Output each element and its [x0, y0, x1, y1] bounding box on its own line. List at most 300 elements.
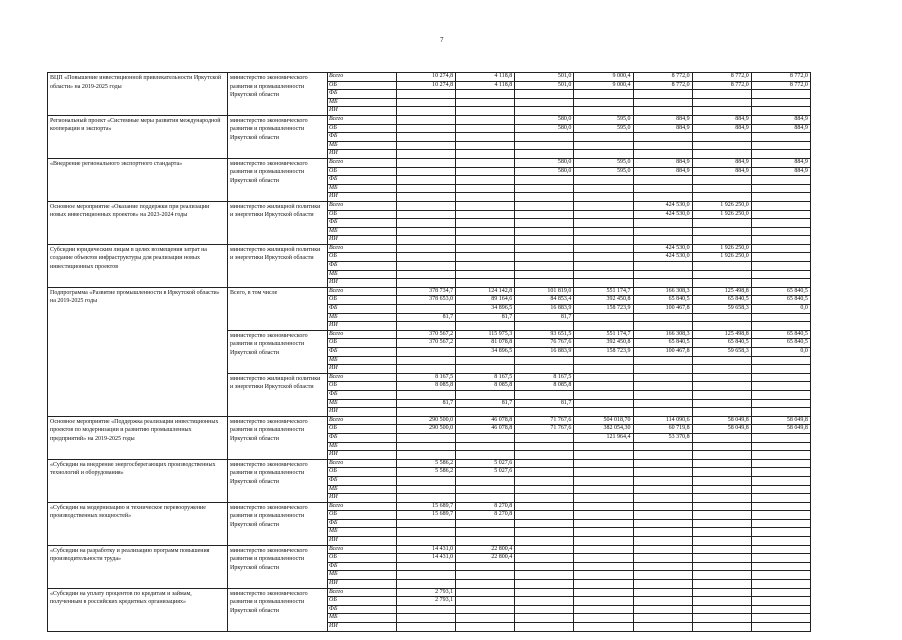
value-cell: 595,0 — [574, 167, 633, 176]
value-cell — [397, 451, 456, 460]
value-cell — [456, 519, 515, 528]
funding-source-cell: ФБ — [328, 90, 397, 99]
funding-source-cell: Всего — [328, 158, 397, 167]
value-cell — [574, 107, 633, 116]
value-cell — [574, 210, 633, 219]
value-cell: 2 793,1 — [397, 588, 456, 597]
funding-source-cell: ИИ — [328, 193, 397, 202]
value-cell — [397, 210, 456, 219]
value-cell: 290 500,0 — [397, 425, 456, 434]
value-cell — [751, 253, 810, 262]
value-cell — [456, 124, 515, 133]
funding-source-cell: ФБ — [328, 176, 397, 185]
value-cell — [574, 502, 633, 511]
value-cell — [751, 133, 810, 142]
value-cell — [751, 90, 810, 99]
value-cell — [397, 571, 456, 580]
value-cell — [515, 150, 574, 159]
value-cell: 8 085,8 — [397, 382, 456, 391]
funding-source-cell: МБ — [328, 227, 397, 236]
value-cell — [751, 270, 810, 279]
value-cell — [456, 244, 515, 253]
value-cell: 65 840,5 — [751, 296, 810, 305]
value-cell: 580,0 — [515, 115, 574, 124]
value-cell — [633, 442, 692, 451]
value-cell: 84 853,4 — [515, 296, 574, 305]
funding-source-cell: ФБ — [328, 305, 397, 314]
funding-source-cell: Всего — [328, 201, 397, 210]
program-name-cell: Региональный проект «Системные меры развития международной кооперации и экспорта» — [48, 115, 228, 158]
value-cell — [633, 382, 692, 391]
funding-source-cell: ИИ — [328, 107, 397, 116]
value-cell — [515, 133, 574, 142]
value-cell — [692, 580, 751, 589]
value-cell — [692, 605, 751, 614]
value-cell — [751, 244, 810, 253]
value-cell — [397, 201, 456, 210]
value-cell — [751, 494, 810, 503]
executor-cell: министерство жилищной политики и энергетики Иркутской области — [228, 201, 328, 244]
funding-source-cell: ОБ — [328, 382, 397, 391]
value-cell — [574, 219, 633, 228]
value-cell — [456, 133, 515, 142]
value-cell — [515, 356, 574, 365]
value-cell: 378 653,0 — [397, 296, 456, 305]
funding-source-cell: Всего — [328, 588, 397, 597]
value-cell: 2 793,1 — [397, 597, 456, 606]
value-cell: 580,0 — [515, 124, 574, 133]
value-cell: 34 896,5 — [456, 348, 515, 357]
value-cell: 81,7 — [456, 313, 515, 322]
value-cell — [397, 485, 456, 494]
funding-source-cell: Всего — [328, 73, 397, 82]
value-cell — [751, 227, 810, 236]
value-cell — [692, 219, 751, 228]
value-cell: 81,7 — [456, 399, 515, 408]
funding-source-cell: МБ — [328, 399, 397, 408]
executor-cell: министерство экономического развития и промышленности Иркутской области — [228, 459, 328, 502]
value-cell — [692, 528, 751, 537]
value-cell — [751, 356, 810, 365]
executor-cell: министерство экономического развития и промышленности Иркутской области — [228, 115, 328, 158]
value-cell — [574, 262, 633, 271]
value-cell: 424 530,0 — [633, 244, 692, 253]
value-cell — [515, 141, 574, 150]
table-row — [48, 201, 811, 210]
value-cell — [574, 537, 633, 546]
program-name-cell: Основное мероприятие «Оказание поддержки при реализации новых инвестиционных проектов» на 2023-2024 годы — [48, 201, 228, 244]
value-cell — [751, 468, 810, 477]
value-cell — [397, 279, 456, 288]
value-cell — [574, 390, 633, 399]
value-cell — [751, 442, 810, 451]
value-cell: 5 027,6 — [456, 468, 515, 477]
value-cell: 884,9 — [692, 115, 751, 124]
funding-source-cell: Всего — [328, 459, 397, 468]
value-cell — [397, 442, 456, 451]
value-cell — [633, 623, 692, 632]
value-cell — [692, 554, 751, 563]
value-cell — [397, 184, 456, 193]
value-cell — [574, 201, 633, 210]
value-cell: 884,9 — [751, 158, 810, 167]
value-cell — [515, 90, 574, 99]
value-cell — [515, 227, 574, 236]
value-cell — [692, 623, 751, 632]
value-cell: 595,0 — [574, 158, 633, 167]
value-cell — [515, 107, 574, 116]
funding-source-cell: МБ — [328, 614, 397, 623]
value-cell — [397, 348, 456, 357]
value-cell — [574, 545, 633, 554]
value-cell — [692, 519, 751, 528]
value-cell: 884,9 — [751, 167, 810, 176]
value-cell — [633, 597, 692, 606]
value-cell — [751, 373, 810, 382]
program-name-cell: Субсидии юридическим лицам в целях возмещения затрат на создание объектов инфраструктуры для реализации новых инвестиционных проектов — [48, 244, 228, 287]
value-cell — [692, 373, 751, 382]
executor-cell: Всего, в том числе — [228, 287, 328, 330]
funding-source-cell: ФБ — [328, 519, 397, 528]
value-cell: 884,9 — [633, 167, 692, 176]
value-cell: 1 926 250,0 — [692, 210, 751, 219]
value-cell — [751, 176, 810, 185]
value-cell — [456, 476, 515, 485]
value-cell — [633, 236, 692, 245]
value-cell — [751, 279, 810, 288]
value-cell: 121 964,4 — [574, 433, 633, 442]
value-cell — [633, 485, 692, 494]
value-cell: 46 078,8 — [456, 416, 515, 425]
funding-source-cell: ОБ — [328, 339, 397, 348]
value-cell: 378 734,7 — [397, 287, 456, 296]
value-cell — [456, 150, 515, 159]
value-cell — [456, 485, 515, 494]
value-cell — [397, 322, 456, 331]
value-cell: 59 658,3 — [692, 348, 751, 357]
value-cell — [397, 356, 456, 365]
value-cell — [751, 390, 810, 399]
value-cell — [751, 408, 810, 417]
value-cell: 8 772,0 — [751, 73, 810, 82]
value-cell — [456, 442, 515, 451]
funding-source-cell: МБ — [328, 141, 397, 150]
funding-source-cell: ИИ — [328, 580, 397, 589]
value-cell — [633, 614, 692, 623]
value-cell: 58 049,8 — [692, 425, 751, 434]
funding-source-cell: ФБ — [328, 433, 397, 442]
value-cell — [633, 90, 692, 99]
value-cell — [574, 605, 633, 614]
value-cell — [574, 373, 633, 382]
value-cell — [574, 476, 633, 485]
value-cell: 76 767,6 — [515, 339, 574, 348]
table-row — [48, 73, 811, 82]
value-cell — [751, 519, 810, 528]
value-cell — [515, 279, 574, 288]
value-cell — [751, 476, 810, 485]
value-cell — [397, 219, 456, 228]
value-cell — [751, 451, 810, 460]
value-cell: 15 689,7 — [397, 511, 456, 520]
value-cell: 595,0 — [574, 124, 633, 133]
value-cell — [692, 511, 751, 520]
value-cell — [515, 571, 574, 580]
value-cell — [397, 176, 456, 185]
value-cell — [515, 580, 574, 589]
value-cell — [751, 511, 810, 520]
value-cell — [456, 605, 515, 614]
value-cell — [574, 494, 633, 503]
value-cell — [633, 528, 692, 537]
funding-source-cell: ОБ — [328, 511, 397, 520]
funding-source-cell: ИИ — [328, 623, 397, 632]
value-cell — [751, 313, 810, 322]
funding-source-cell: МБ — [328, 184, 397, 193]
value-cell — [574, 176, 633, 185]
value-cell — [574, 511, 633, 520]
funding-source-cell: ОБ — [328, 210, 397, 219]
value-cell — [633, 468, 692, 477]
value-cell — [397, 537, 456, 546]
value-cell — [397, 115, 456, 124]
value-cell: 884,9 — [692, 158, 751, 167]
value-cell — [574, 562, 633, 571]
value-cell — [751, 98, 810, 107]
value-cell — [515, 253, 574, 262]
value-cell — [456, 614, 515, 623]
value-cell — [633, 408, 692, 417]
value-cell — [692, 382, 751, 391]
value-cell — [692, 545, 751, 554]
value-cell — [574, 90, 633, 99]
value-cell: 424 530,0 — [633, 253, 692, 262]
funding-source-cell: ФБ — [328, 562, 397, 571]
table-row — [48, 416, 811, 425]
value-cell: 58 049,8 — [751, 425, 810, 434]
value-cell — [515, 597, 574, 606]
value-cell — [574, 614, 633, 623]
value-cell — [751, 605, 810, 614]
value-cell — [633, 150, 692, 159]
value-cell — [751, 502, 810, 511]
value-cell: 884,9 — [692, 124, 751, 133]
value-cell — [456, 588, 515, 597]
value-cell — [456, 408, 515, 417]
value-cell — [515, 270, 574, 279]
value-cell: 101 819,0 — [515, 287, 574, 296]
value-cell: 166 308,3 — [633, 330, 692, 339]
value-cell — [397, 528, 456, 537]
value-cell — [397, 433, 456, 442]
value-cell: 504 018,70 — [574, 416, 633, 425]
value-cell — [692, 150, 751, 159]
value-cell: 8 270,8 — [456, 502, 515, 511]
value-cell: 5 586,2 — [397, 459, 456, 468]
value-cell: 65 840,5 — [751, 287, 810, 296]
value-cell — [633, 107, 692, 116]
value-cell — [574, 485, 633, 494]
value-cell: 370 567,2 — [397, 339, 456, 348]
value-cell — [574, 322, 633, 331]
value-cell — [692, 279, 751, 288]
budget-table — [47, 72, 811, 632]
value-cell — [397, 580, 456, 589]
value-cell — [751, 184, 810, 193]
value-cell — [456, 227, 515, 236]
value-cell — [633, 373, 692, 382]
value-cell: 65 840,5 — [751, 339, 810, 348]
value-cell — [515, 390, 574, 399]
value-cell: 115 975,3 — [456, 330, 515, 339]
value-cell — [751, 485, 810, 494]
value-cell — [751, 236, 810, 245]
value-cell — [397, 270, 456, 279]
value-cell: 158 723,9 — [574, 305, 633, 314]
value-cell — [397, 605, 456, 614]
value-cell — [751, 399, 810, 408]
funding-source-cell: ФБ — [328, 262, 397, 271]
value-cell — [574, 270, 633, 279]
value-cell: 9 000,4 — [574, 81, 633, 90]
program-name-cell: «Субсидии на уплату процентов по кредитам и займам, полученным в российских кредитных организациях» — [48, 588, 228, 631]
value-cell: 0,0 — [751, 305, 810, 314]
value-cell — [515, 494, 574, 503]
value-cell — [574, 98, 633, 107]
value-cell — [574, 313, 633, 322]
value-cell: 595,0 — [574, 115, 633, 124]
value-cell — [515, 451, 574, 460]
value-cell: 884,9 — [633, 124, 692, 133]
executor-cell: министерство экономического развития и промышленности Иркутской области — [228, 545, 328, 588]
value-cell — [397, 614, 456, 623]
funding-source-cell: МБ — [328, 356, 397, 365]
funding-source-cell: МБ — [328, 313, 397, 322]
value-cell — [574, 580, 633, 589]
value-cell — [397, 476, 456, 485]
value-cell — [515, 545, 574, 554]
funding-source-cell: ОБ — [328, 124, 397, 133]
value-cell — [751, 262, 810, 271]
value-cell — [692, 133, 751, 142]
value-cell: 71 767,6 — [515, 425, 574, 434]
value-cell: 8 772,0 — [751, 81, 810, 90]
value-cell — [456, 597, 515, 606]
value-cell: 34 896,5 — [456, 305, 515, 314]
program-name-cell: «Внедрение регионального экспортного стандарта» — [48, 158, 228, 201]
executor-cell: министерство жилищной политики и энергетики Иркутской области — [228, 373, 328, 416]
value-cell — [515, 322, 574, 331]
value-cell: 8 772,0 — [633, 81, 692, 90]
value-cell — [456, 98, 515, 107]
value-cell: 15 689,7 — [397, 502, 456, 511]
value-cell — [751, 623, 810, 632]
value-cell — [456, 184, 515, 193]
value-cell — [574, 459, 633, 468]
value-cell — [574, 519, 633, 528]
value-cell — [574, 253, 633, 262]
value-cell — [574, 588, 633, 597]
value-cell: 290 500,0 — [397, 416, 456, 425]
value-cell — [456, 201, 515, 210]
value-cell — [633, 133, 692, 142]
value-cell — [574, 399, 633, 408]
value-cell — [574, 356, 633, 365]
value-cell — [515, 219, 574, 228]
value-cell — [456, 210, 515, 219]
funding-source-cell: МБ — [328, 270, 397, 279]
value-cell — [456, 623, 515, 632]
value-cell — [515, 408, 574, 417]
value-cell: 65 840,5 — [633, 296, 692, 305]
funding-source-cell: ИИ — [328, 537, 397, 546]
value-cell — [692, 451, 751, 460]
value-cell — [692, 476, 751, 485]
executor-cell: министерство жилищной политики и энергетики Иркутской области — [228, 244, 328, 287]
value-cell — [751, 459, 810, 468]
table-row — [48, 502, 811, 511]
value-cell — [751, 107, 810, 116]
value-cell: 551 174,7 — [574, 287, 633, 296]
value-cell — [397, 253, 456, 262]
value-cell: 501,0 — [515, 73, 574, 82]
funding-source-cell: ИИ — [328, 494, 397, 503]
value-cell — [633, 399, 692, 408]
table-row — [48, 287, 811, 296]
value-cell: 1 926 250,0 — [692, 253, 751, 262]
funding-source-cell: ФБ — [328, 605, 397, 614]
value-cell — [574, 365, 633, 374]
program-name-cell: Подпрограмма «Развитие промышленности в Иркутской области» на 2019-2025 годы — [48, 287, 228, 416]
value-cell — [574, 442, 633, 451]
value-cell — [515, 528, 574, 537]
value-cell: 65 840,5 — [692, 339, 751, 348]
value-cell — [456, 90, 515, 99]
value-cell — [456, 236, 515, 245]
value-cell: 8 772,0 — [633, 73, 692, 82]
value-cell: 114 090,6 — [633, 416, 692, 425]
value-cell — [515, 562, 574, 571]
funding-source-cell: ОБ — [328, 296, 397, 305]
value-cell — [633, 141, 692, 150]
value-cell: 5 586,2 — [397, 468, 456, 477]
value-cell — [574, 623, 633, 632]
funding-source-cell: МБ — [328, 485, 397, 494]
value-cell — [574, 468, 633, 477]
value-cell: 884,9 — [751, 124, 810, 133]
value-cell — [692, 562, 751, 571]
page-number: 7 — [440, 36, 444, 44]
value-cell: 71 767,6 — [515, 416, 574, 425]
value-cell — [633, 511, 692, 520]
value-cell — [574, 236, 633, 245]
value-cell — [633, 279, 692, 288]
value-cell — [751, 193, 810, 202]
value-cell — [397, 623, 456, 632]
value-cell: 60 719,8 — [633, 425, 692, 434]
value-cell — [515, 468, 574, 477]
value-cell — [397, 305, 456, 314]
value-cell — [692, 459, 751, 468]
value-cell — [515, 485, 574, 494]
value-cell — [574, 571, 633, 580]
value-cell — [397, 193, 456, 202]
value-cell — [574, 150, 633, 159]
value-cell — [574, 279, 633, 288]
value-cell — [456, 193, 515, 202]
value-cell — [692, 356, 751, 365]
value-cell: 125 498,8 — [692, 330, 751, 339]
